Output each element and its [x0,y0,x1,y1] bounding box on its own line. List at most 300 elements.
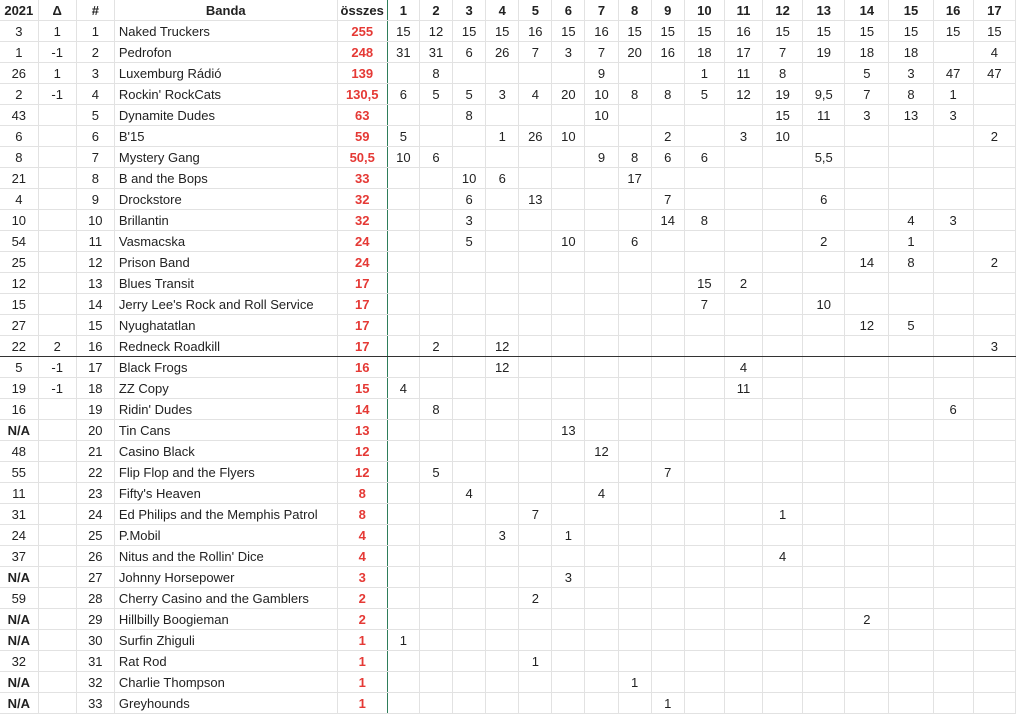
table-cell [585,273,618,294]
table-row [0,567,1016,588]
table-cell: 17 [76,357,114,378]
table-cell: 15 [453,21,486,42]
table-cell [651,252,684,273]
table-cell [933,504,973,525]
table-cell: 7 [519,42,552,63]
table-cell [519,672,552,693]
table-cell [552,105,585,126]
table-cell [419,588,452,609]
table-cell: 6 [684,147,724,168]
table-cell: 3 [0,21,38,42]
table-cell: 1 [38,21,76,42]
table-cell [845,357,889,378]
table-cell: N/A [0,630,38,651]
table-cell: 15 [651,21,684,42]
table-cell: 7 [651,462,684,483]
table-cell [684,168,724,189]
table-cell: 3 [933,210,973,231]
table-cell [387,462,419,483]
table-cell [552,609,585,630]
band-name-cell: B'15 [114,126,337,147]
table-cell [933,42,973,63]
table-cell: 15 [973,21,1015,42]
table-cell [845,399,889,420]
column-header: 17 [973,0,1015,21]
band-name-cell: Mystery Gang [114,147,337,168]
table-cell [519,315,552,336]
table-cell: 8 [0,147,38,168]
table-row [0,105,1016,126]
table-cell [845,126,889,147]
table-row [0,546,1016,567]
table-cell [803,483,845,504]
total-cell: 4 [337,525,387,546]
table-cell: 5 [845,63,889,84]
table-cell: 4 [76,84,114,105]
table-cell: 15 [552,21,585,42]
table-cell [724,504,762,525]
table-cell [763,357,803,378]
table-cell [453,378,486,399]
table-cell: 15 [76,315,114,336]
table-cell [552,462,585,483]
table-cell: 2 [973,126,1015,147]
table-cell [387,672,419,693]
table-cell [889,294,933,315]
table-cell [763,441,803,462]
table-cell [933,231,973,252]
table-cell: 32 [0,651,38,672]
table-cell: 22 [0,336,38,357]
table-cell: 8 [618,84,651,105]
table-cell: 21 [0,168,38,189]
total-cell: 12 [337,462,387,483]
table-cell: 15 [0,294,38,315]
table-row [0,588,1016,609]
table-cell [618,210,651,231]
table-cell [585,231,618,252]
table-cell [585,588,618,609]
table-cell [519,231,552,252]
table-cell: 47 [973,63,1015,84]
table-cell: 5 [453,231,486,252]
table-cell: 27 [76,567,114,588]
table-cell [552,168,585,189]
table-cell [453,273,486,294]
table-cell: 10 [76,210,114,231]
table-cell: 30 [76,630,114,651]
table-cell [486,252,519,273]
table-cell [973,462,1015,483]
table-cell: 12 [76,252,114,273]
table-cell [387,567,419,588]
column-header: 9 [651,0,684,21]
table-cell [552,651,585,672]
table-cell [419,273,452,294]
table-cell [889,588,933,609]
table-row [0,21,1016,42]
table-cell [552,588,585,609]
table-cell [38,483,76,504]
table-cell: 9,5 [803,84,845,105]
table-cell [419,378,452,399]
table-cell: 6 [453,42,486,63]
table-cell [684,420,724,441]
table-cell [453,504,486,525]
table-cell: 3 [889,63,933,84]
table-cell [585,693,618,714]
table-body [0,21,1016,714]
table-cell: 25 [0,252,38,273]
table-cell [803,273,845,294]
total-cell: 59 [337,126,387,147]
table-cell [763,399,803,420]
table-cell: 11 [0,483,38,504]
table-cell [973,231,1015,252]
header-row [0,0,1016,21]
table-cell [763,189,803,210]
table-cell [724,672,762,693]
table-cell: N/A [0,609,38,630]
table-cell: 3 [552,567,585,588]
table-cell [763,651,803,672]
table-cell [486,651,519,672]
table-cell [933,441,973,462]
table-cell [453,651,486,672]
table-cell [803,168,845,189]
table-cell [585,210,618,231]
table-cell: 48 [0,441,38,462]
table-cell [486,294,519,315]
table-cell [684,651,724,672]
table-cell [419,294,452,315]
table-cell [845,168,889,189]
band-name-cell: Greyhounds [114,693,337,714]
table-cell [724,168,762,189]
table-cell: 1 [387,630,419,651]
table-cell [651,273,684,294]
table-row [0,357,1016,378]
table-cell [419,231,452,252]
table-row [0,42,1016,63]
table-cell: 8 [419,63,452,84]
table-cell [889,693,933,714]
table-cell [618,525,651,546]
table-cell: 12 [419,21,452,42]
table-cell: 16 [724,21,762,42]
band-name-cell: Ridin' Dudes [114,399,337,420]
table-cell: 8 [76,168,114,189]
band-name-cell: Nyughatatlan [114,315,337,336]
table-cell: 8 [651,84,684,105]
table-cell [552,630,585,651]
table-cell [38,420,76,441]
table-cell: 10 [0,210,38,231]
table-row [0,420,1016,441]
total-cell: 130,5 [337,84,387,105]
table-cell [453,336,486,357]
table-cell [387,210,419,231]
band-name-cell: Redneck Roadkill [114,336,337,357]
table-cell [585,357,618,378]
total-cell: 255 [337,21,387,42]
table-cell [684,588,724,609]
table-cell [519,168,552,189]
table-cell [387,693,419,714]
table-cell [724,147,762,168]
table-row [0,378,1016,399]
table-cell: 12 [845,315,889,336]
table-cell [618,336,651,357]
table-cell: 1 [684,63,724,84]
table-cell [803,462,845,483]
table-cell [486,63,519,84]
table-cell [973,294,1015,315]
band-name-cell: P.Mobil [114,525,337,546]
table-cell [38,315,76,336]
table-cell [651,630,684,651]
table-cell [519,420,552,441]
table-cell [973,210,1015,231]
table-cell [724,588,762,609]
column-header: 15 [889,0,933,21]
total-cell: 2 [337,609,387,630]
total-cell: 24 [337,252,387,273]
table-cell [419,504,452,525]
table-cell [387,441,419,462]
total-cell: 17 [337,315,387,336]
table-cell [651,231,684,252]
table-cell [845,588,889,609]
table-cell [684,336,724,357]
table-cell [803,525,845,546]
table-cell [38,210,76,231]
table-cell [763,231,803,252]
table-cell [933,483,973,504]
table-cell [552,378,585,399]
table-cell [973,651,1015,672]
table-cell [519,210,552,231]
table-row [0,189,1016,210]
table-cell [651,63,684,84]
table-cell: 4 [453,483,486,504]
table-cell [486,147,519,168]
table-row [0,672,1016,693]
table-cell [38,147,76,168]
table-cell [486,189,519,210]
table-cell [933,609,973,630]
table-cell [552,210,585,231]
table-cell [803,126,845,147]
table-cell [724,252,762,273]
table-cell [933,126,973,147]
table-cell [763,210,803,231]
table-cell [419,168,452,189]
table-cell: 6 [387,84,419,105]
table-cell: 11 [724,63,762,84]
table-cell [486,672,519,693]
table-cell [618,315,651,336]
table-cell [845,504,889,525]
table-cell [973,315,1015,336]
table-cell: 8 [618,147,651,168]
table-cell: 26 [519,126,552,147]
table-cell [684,399,724,420]
table-cell [419,357,452,378]
table-cell: 3 [845,105,889,126]
table-row [0,525,1016,546]
table-cell [803,672,845,693]
total-cell: 3 [337,567,387,588]
total-cell: 24 [337,231,387,252]
table-cell [453,462,486,483]
table-cell [763,525,803,546]
table-cell: 1 [519,651,552,672]
table-cell [519,693,552,714]
table-cell [486,630,519,651]
column-header: # [76,0,114,21]
table-cell: 11 [76,231,114,252]
table-cell [552,315,585,336]
table-cell [453,357,486,378]
table-cell: 14 [651,210,684,231]
table-cell: 15 [933,21,973,42]
table-cell [889,420,933,441]
table-cell [763,567,803,588]
table-cell [724,567,762,588]
table-cell [38,567,76,588]
table-cell [889,357,933,378]
table-cell [763,168,803,189]
table-cell [38,525,76,546]
table-cell: 6 [419,147,452,168]
band-name-cell: Naked Truckers [114,21,337,42]
table-cell [651,315,684,336]
table-cell [889,630,933,651]
table-cell [585,399,618,420]
table-row [0,441,1016,462]
table-cell: 1 [763,504,803,525]
table-cell: 1 [0,42,38,63]
table-row [0,399,1016,420]
table-cell [585,252,618,273]
table-cell: 16 [585,21,618,42]
table-cell [803,252,845,273]
table-cell [585,504,618,525]
table-cell: 4 [387,378,419,399]
total-cell: 1 [337,651,387,672]
table-cell [845,651,889,672]
table-cell: 5 [76,105,114,126]
table-cell [889,399,933,420]
table-cell: 5 [684,84,724,105]
table-cell [724,294,762,315]
table-cell [419,630,452,651]
table-cell [933,546,973,567]
table-cell [651,105,684,126]
table-cell [419,567,452,588]
table-cell [973,189,1015,210]
table-cell [618,441,651,462]
table-cell [763,273,803,294]
table-cell: 10 [585,105,618,126]
table-cell [552,504,585,525]
table-cell [684,105,724,126]
table-cell [486,441,519,462]
table-cell [845,273,889,294]
table-cell [763,609,803,630]
table-cell: 7 [763,42,803,63]
table-cell [419,651,452,672]
table-cell: 13 [889,105,933,126]
table-cell [724,609,762,630]
table-cell [38,462,76,483]
table-cell [585,420,618,441]
table-cell [453,294,486,315]
total-cell: 1 [337,693,387,714]
table-cell [973,546,1015,567]
table-cell [933,693,973,714]
table-cell [763,630,803,651]
table-cell [845,441,889,462]
table-cell [684,252,724,273]
table-cell [973,525,1015,546]
table-cell [387,63,419,84]
table-cell: 1 [889,231,933,252]
table-cell: N/A [0,693,38,714]
table-cell [618,630,651,651]
table-cell [845,420,889,441]
table-cell [486,693,519,714]
table-cell: 19 [763,84,803,105]
table-cell [552,693,585,714]
table-cell [585,294,618,315]
table-cell [889,483,933,504]
table-cell [552,336,585,357]
table-cell: 1 [618,672,651,693]
table-cell [552,483,585,504]
table-cell [519,399,552,420]
table-cell [618,693,651,714]
table-cell [684,483,724,504]
table-cell [519,609,552,630]
table-cell [486,567,519,588]
column-header: 7 [585,0,618,21]
band-name-cell: Cherry Casino and the Gamblers [114,588,337,609]
table-cell [651,525,684,546]
table-cell: 5 [419,84,452,105]
table-cell [38,504,76,525]
table-cell [552,672,585,693]
table-cell [651,441,684,462]
table-cell [724,336,762,357]
table-cell: 6 [933,399,973,420]
table-cell: 1 [651,693,684,714]
table-cell: 27 [0,315,38,336]
table-cell [803,630,845,651]
table-cell [845,672,889,693]
table-cell: 10 [803,294,845,315]
table-cell: 13 [76,273,114,294]
band-name-cell: Flip Flop and the Flyers [114,462,337,483]
table-cell [889,525,933,546]
table-cell: 9 [76,189,114,210]
table-cell [889,273,933,294]
table-row [0,315,1016,336]
table-cell [486,315,519,336]
table-cell: 6 [76,126,114,147]
table-cell [845,294,889,315]
